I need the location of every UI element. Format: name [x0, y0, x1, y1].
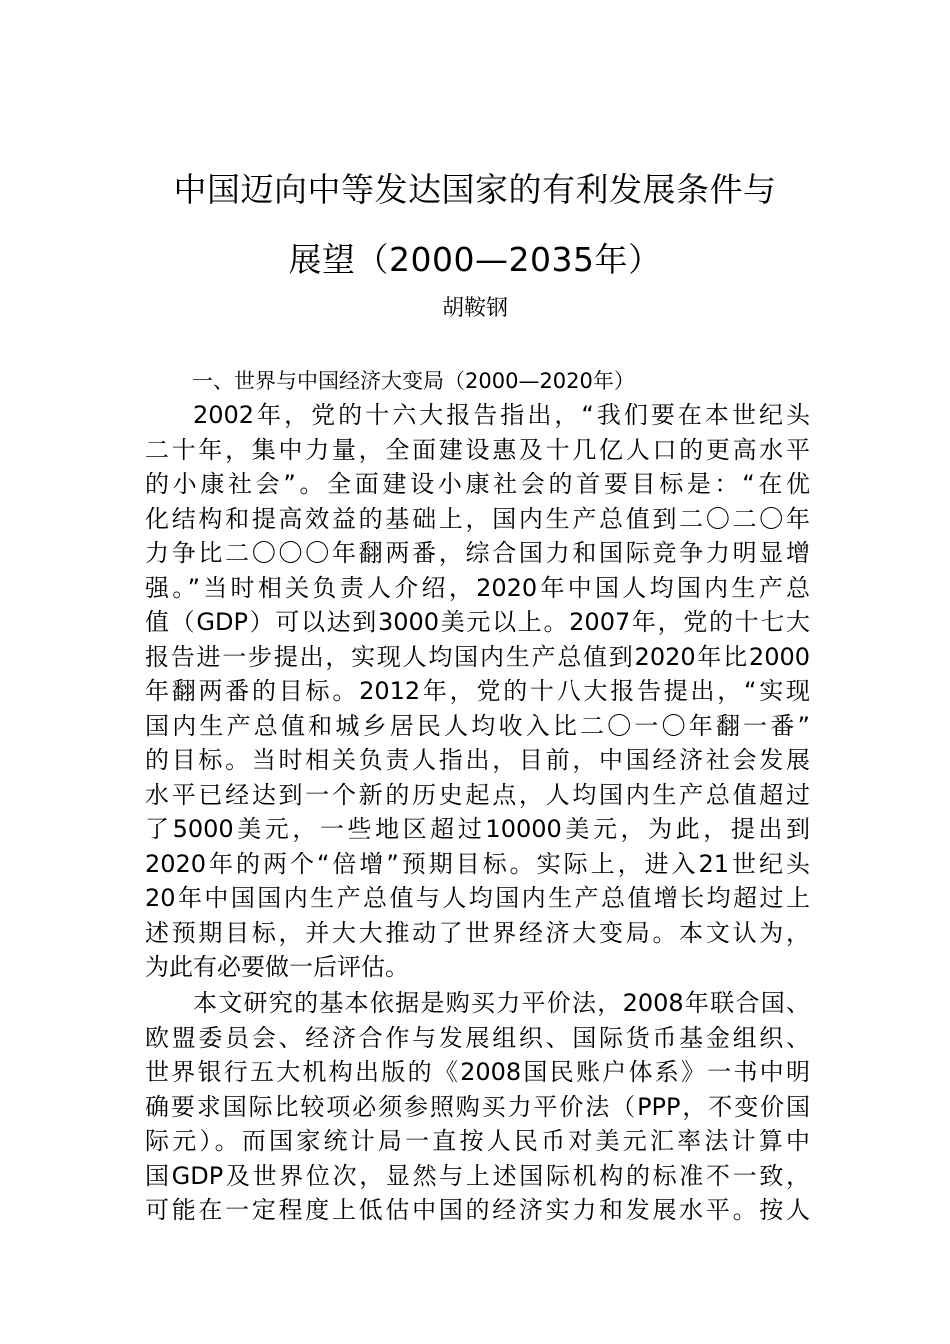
- paragraph-line: 本文研究的基本依据是购买力平价法，2008年联合国、: [193, 989, 810, 1017]
- paragraph-2: [145, 986, 810, 1228]
- paragraph-line: 述预期目标，并大大推动了世界经济大变局。本文认为，: [145, 918, 810, 947]
- paragraph-line: 强。”当时相关负责人介绍，2020年中国人均国内生产总: [145, 573, 810, 602]
- paragraph-line: 的小康社会”。全面建设小康社会的首要目标是：“在优: [145, 470, 810, 498]
- paragraph-line: 世界银行五大机构出版的《2008国民账户体系》一书中明: [145, 1058, 810, 1086]
- paragraph-line: 为此有必要做一后评估。: [145, 953, 409, 981]
- paragraph-line: 际元）。而国家统计局一直按人民币对美元汇率法计算中: [145, 1127, 810, 1155]
- paragraph-line: 报告进一步提出，实现人均国内生产总值到2020年比2000: [145, 642, 810, 671]
- paragraph-line: 化结构和提高效益的基础上，国内生产总值到二〇二〇年: [145, 504, 810, 533]
- paragraph-line: 可能在一定程度上低估中国的经济实力和发展水平。按人: [145, 1196, 810, 1224]
- section-heading: 一、世界与中国经济大变局（2000—2020年）: [192, 369, 635, 393]
- paragraph-line: 2020年的两个“倍增”预期目标。实际上，进入21世纪头: [145, 849, 810, 878]
- author-name: 胡鞍钢: [441, 296, 508, 321]
- paragraph-line: 20年中国国内生产总值与人均国内生产总值增长均超过上: [145, 884, 810, 912]
- paragraph-line: 国GDP及世界位次，显然与上述国际机构的标准不一致，: [145, 1161, 810, 1190]
- paragraph-line: 的目标。当时相关负责人指出，目前，中国经济社会发展: [145, 746, 810, 774]
- paragraph-line: 力争比二〇〇〇年翻两番，综合国力和国际竞争力明显增: [145, 539, 810, 567]
- paragraph-line: 了5000美元，一些地区超过10000美元，为此，提出到: [145, 815, 810, 843]
- document-title-line-1: 中国迈向中等发达国家的有利发展条件与: [173, 170, 777, 209]
- paragraph-line: 欧盟委员会、经济合作与发展组织、国际货币基金组织、: [145, 1023, 810, 1052]
- paragraph-line: 国内生产总值和城乡居民人均收入比二〇一〇年翻一番”: [145, 711, 810, 740]
- paragraph-line: 值（GDP）可以达到3000美元以上。2007年，党的十七大: [145, 608, 810, 636]
- paragraph-line: 年翻两番的目标。2012年，党的十八大报告提出，“实现: [145, 677, 810, 705]
- paragraph-1: [145, 398, 810, 985]
- document-title-line-2: 展望（2000—2035年）: [288, 240, 662, 279]
- paragraph-line: 二十年，集中力量，全面建设惠及十几亿人口的更高水平: [145, 435, 810, 464]
- paragraph-line: 水平已经达到一个新的历史起点，人均国内生产总值超过: [145, 780, 810, 809]
- paragraph-line: 确要求国际比较项必须参照购买力平价法（PPP，不变价国: [145, 1092, 810, 1121]
- paragraph-line: 2002年，党的十六大报告指出，“我们要在本世纪头: [193, 401, 810, 429]
